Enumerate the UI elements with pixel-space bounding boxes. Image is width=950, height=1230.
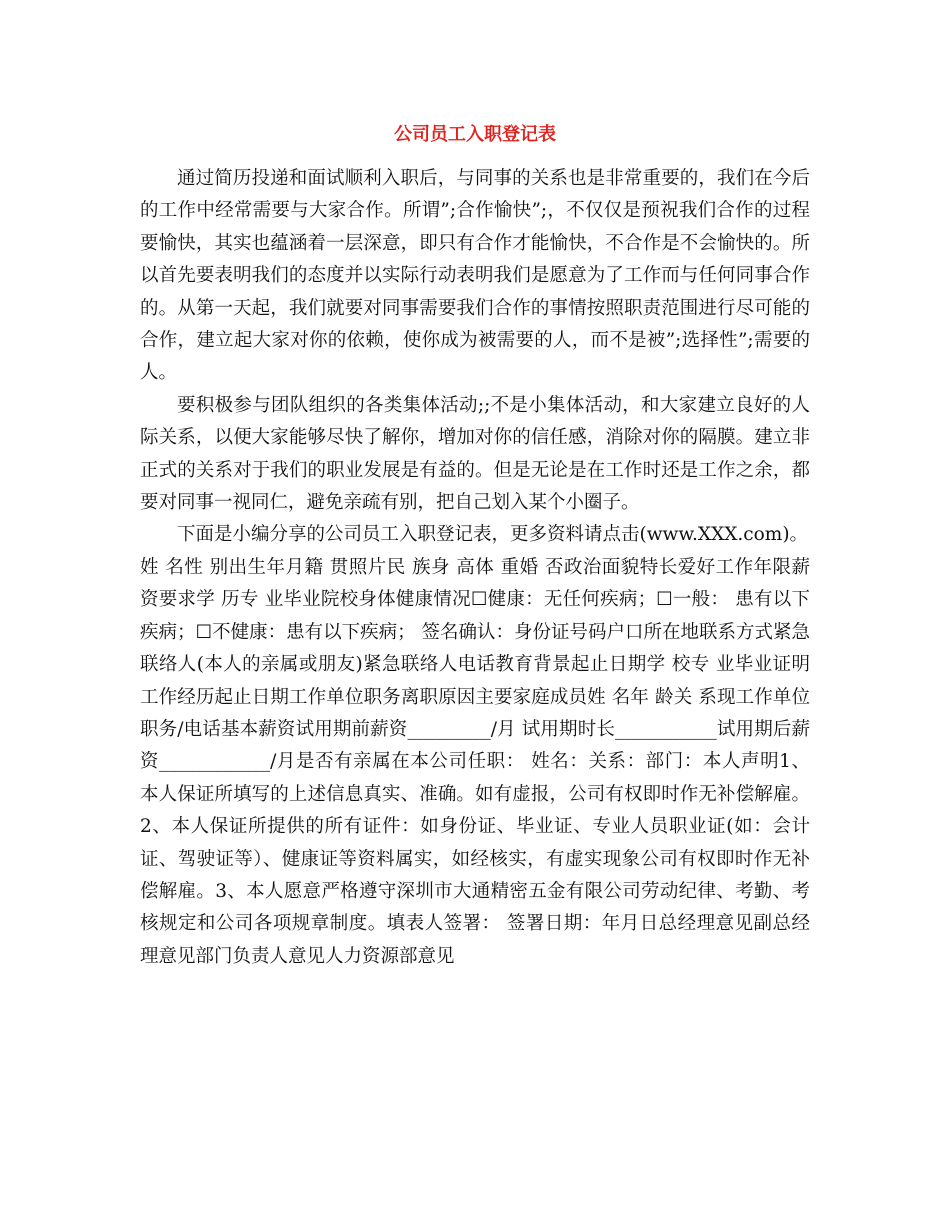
paragraph-share-link: 下面是小编分享的公司员工入职登记表，更多资料请点击(www.XXX.com)。 (177, 524, 809, 546)
paragraph-registration-form-text: 姓 名性 别出生年月籍 贯照片民 族身 高体 重婚 否政治面貌特长爱好工作年限薪资要求学 历专 业毕业院校身体健康情况☐健康：无任何疾病；☐一般： 患有以下疾病；☐不健康：患有以下疾病； 签名确认：身份证号码户口所在地联系方式紧急联络人(本人的亲属或朋友)紧急联络人电话教育背景起止日期学 校专 业毕业证明工作经历起止日期工作单位职务离职原因主要家庭成员姓 名年 龄关 系现工作单位职务/电话基本薪资试用期前薪资_________/月 试用期时长___________试用期后薪资____________/月是否有亲属在本公司任职： 姓名：关系：部门：本人声明1、本人保证所填写的上述信息真实、准确。如有虚报，公司有权即时作无补偿解雇。2、本人保证所提供的所有证件：如身份证、毕业证、专业人员职业证(如：会计证、驾驶证等）、健康证等资料属实，如经核实，有虚实现象公司有权即时作无补偿解雇。3、本人愿意严格遵守深圳市大通精密五金有限公司劳动纪律、考勤、考核规定和公司各项规章制度。填表人签署： 签署日期：年月日总经理意见副总经理意见部门负责人意见人力资源部意见 (140, 556, 810, 967)
document-title: 公司员工入职登记表 (394, 124, 556, 145)
paragraph-intro: 通过简历投递和面试顺利入职后，与同事的关系也是非常重要的，我们在今后的工作中经常需要与大家合作。所谓”;合作愉快”;，不仅仅是预祝我们合作的过程要愉快，其实也蕴涵着一层深意，即只有合作才能愉快，不合作是不会愉快的。所以首先要表明我们的态度并以实际行动表明我们是愿意为了工作而与任何同事合作的。从第一天起，我们就要对同事需要我们合作的事情按照职责范围进行尽可能的合作，建立起大家对你的依赖，使你成为被需要的人，而不是被”;选择性”;需要的人。 (140, 168, 810, 384)
paragraph-team-activities: 要积极参与团队组织的各类集体活动;;不是小集体活动，和大家建立良好的人际关系，以便大家能够尽快了解你，增加对你的信任感，消除对你的隔膜。建立非正式的关系对于我们的职业发展是有益的。但是无论是在工作时还是工作之余，都要对同事一视同仁，避免亲疏有别，把自己划入某个小圈子。 (140, 394, 810, 514)
document-body (140, 163, 810, 973)
